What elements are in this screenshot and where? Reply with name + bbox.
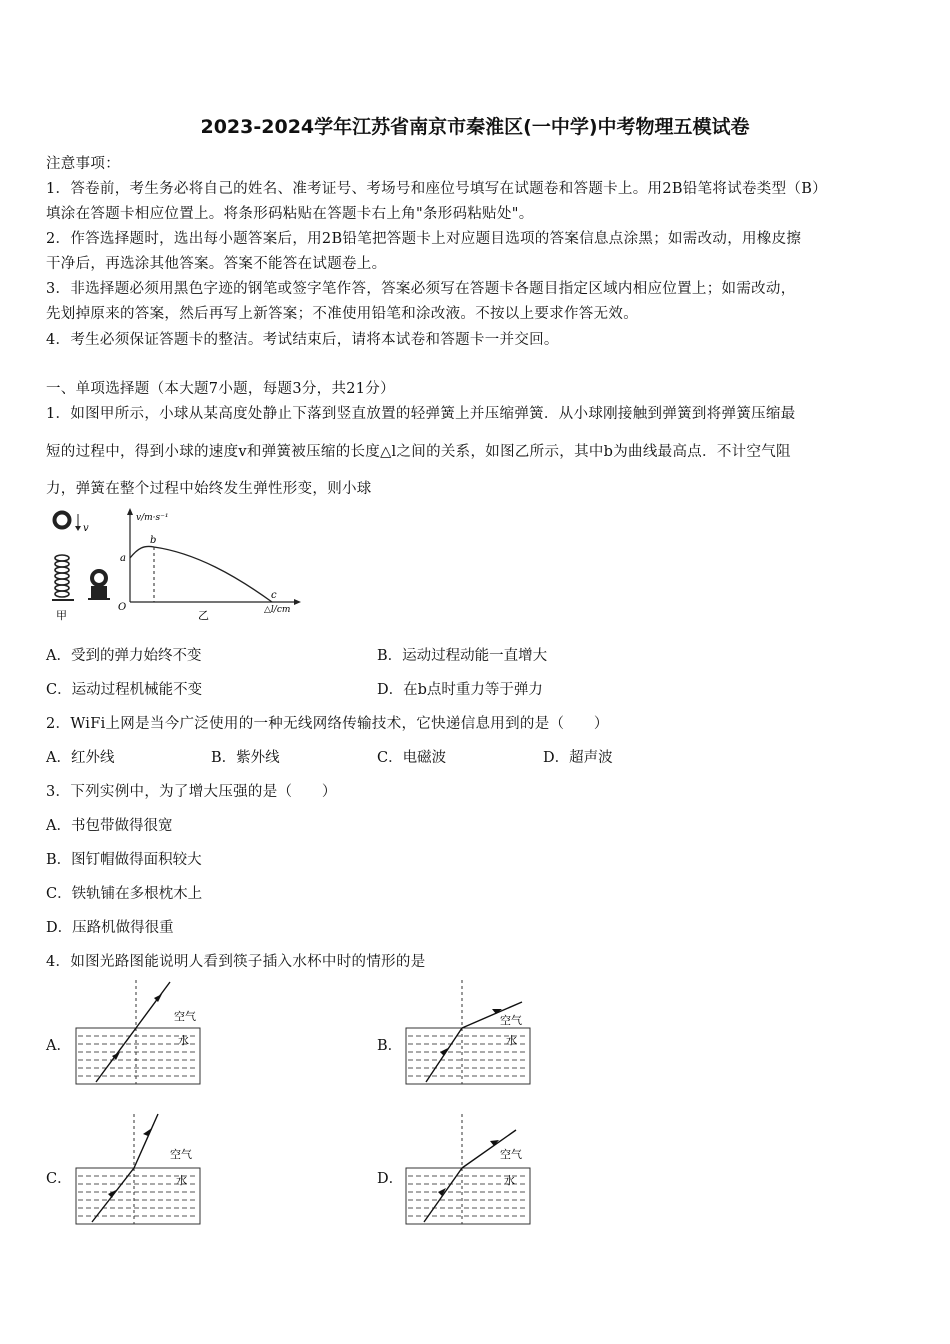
y-axis-label: v/m·s⁻¹: [136, 513, 169, 523]
water-label: 水: [178, 1034, 189, 1047]
q2-option-a: A．红外线: [46, 750, 115, 766]
water-label: 水: [504, 1174, 515, 1187]
notice-line: 3．非选择题必须用黑色字迹的钢笔或签字笔作答，答案必须写在答题卡各题目指定区域内相应位置上；如需改动，: [46, 281, 796, 297]
origin-label: O: [118, 602, 127, 613]
q2-stem: 2．WiFi上网是当今广泛使用的一种无线网络传输技术，它快递信息用到的是（ ）: [46, 716, 609, 732]
q1-option-d: D．在b点时重力等于弹力: [377, 682, 543, 698]
jia-label: 甲: [56, 609, 67, 622]
point-c-label: c: [271, 590, 277, 601]
q2-option-b: B．紫外线: [211, 750, 280, 766]
q1-figure: [46, 506, 316, 628]
q4-diagram-a: [74, 978, 204, 1088]
q4-label-d: D．: [377, 1171, 404, 1187]
q1-option-b: B．运动过程动能一直增大: [377, 648, 548, 664]
v-label: v: [83, 523, 89, 534]
q3-option-d: D．压路机做得很重: [46, 920, 174, 936]
point-b-label: b: [150, 535, 157, 546]
notice-line: 1．答卷前，考生务必将自己的姓名、准考证号、考场号和座位号填写在试题卷和答题卡上。用2B铅笔将试卷类型（B）: [46, 181, 827, 197]
q4-label-c: C．: [46, 1171, 72, 1187]
q4-diagram-c: [74, 1112, 204, 1228]
q4-diagram-b: [404, 978, 534, 1088]
q3-option-b: B．图钉帽做得面积较大: [46, 852, 202, 868]
q2-option-d: D．超声波: [543, 750, 613, 766]
q3-option-a: A．书包带做得很宽: [46, 818, 173, 834]
q3-option-c: C．铁轨铺在多根枕木上: [46, 886, 203, 902]
air-label: 空气: [500, 1148, 522, 1161]
point-a-label: a: [120, 553, 126, 564]
page-title: 2023-2024学年江苏省南京市秦淮区(一中学)中考物理五模试卷: [200, 116, 750, 138]
water-label: 水: [176, 1174, 187, 1187]
notice-line: 4．考生必须保证答题卡的整洁。考试结束后，请将本试卷和答题卡一并交回。: [46, 332, 559, 348]
q4-diagram-d: [404, 1112, 534, 1228]
notice-line: 填涂在答题卡相应位置上。将条形码粘贴在答题卡右上角"条形码粘贴处"。: [46, 206, 534, 222]
q1-option-c: C．运动过程机械能不变: [46, 682, 203, 698]
q4-stem: 4．如图光路图能说明人看到筷子插入水杯中时的情形的是: [46, 954, 426, 970]
q4-label-b: B．: [377, 1038, 403, 1054]
section-heading: 一、单项选择题（本大题7小题，每题3分，共21分）: [46, 381, 395, 397]
air-label: 空气: [500, 1014, 522, 1027]
q1-stem-line: 力，弹簧在整个过程中始终发生弹性形变，则小球: [46, 481, 372, 497]
notice-line: 先划掉原来的答案，然后再写上新答案；不准使用铅笔和涂改液。不按以上要求作答无效。: [46, 306, 638, 322]
q4-label-a: A．: [46, 1038, 71, 1054]
spring-icon: [55, 555, 69, 597]
notice-line: 2．作答选择题时，选出每小题答案后，用2B铅笔把答题卡上对应题目选项的答案信息点涂黑；如需改动，用橡皮擦: [46, 231, 802, 247]
q1-stem-line: 1．如图甲所示，小球从某高度处静止下落到竖直放置的轻弹簧上并压缩弹簧．从小球刚接触到弹簧到将弹簧压缩最: [46, 406, 796, 422]
notice-heading: 注意事项：: [46, 156, 120, 172]
water-label: 水: [506, 1034, 517, 1047]
q1-stem-line: 短的过程中，得到小球的速度v和弹簧被压缩的长度△l之间的关系，如图乙所示，其中b为曲线最高点．不计空气阻: [46, 444, 791, 460]
velocity-curve: [130, 546, 272, 602]
notice-line: 干净后，再选涂其他答案。答案不能答在试题卷上。: [46, 256, 387, 272]
ball-icon: [55, 513, 70, 528]
q1-option-a: A．受到的弹力始终不变: [46, 648, 202, 664]
q2-option-c: C．电磁波: [377, 750, 447, 766]
x-axis-label: △l/cm: [264, 605, 291, 615]
air-label: 空气: [170, 1148, 192, 1161]
yi-label: 乙: [198, 609, 209, 622]
compressed-spring-icon: [88, 571, 110, 599]
air-label: 空气: [174, 1010, 196, 1023]
q3-stem: 3．下列实例中，为了增大压强的是（ ）: [46, 784, 337, 800]
